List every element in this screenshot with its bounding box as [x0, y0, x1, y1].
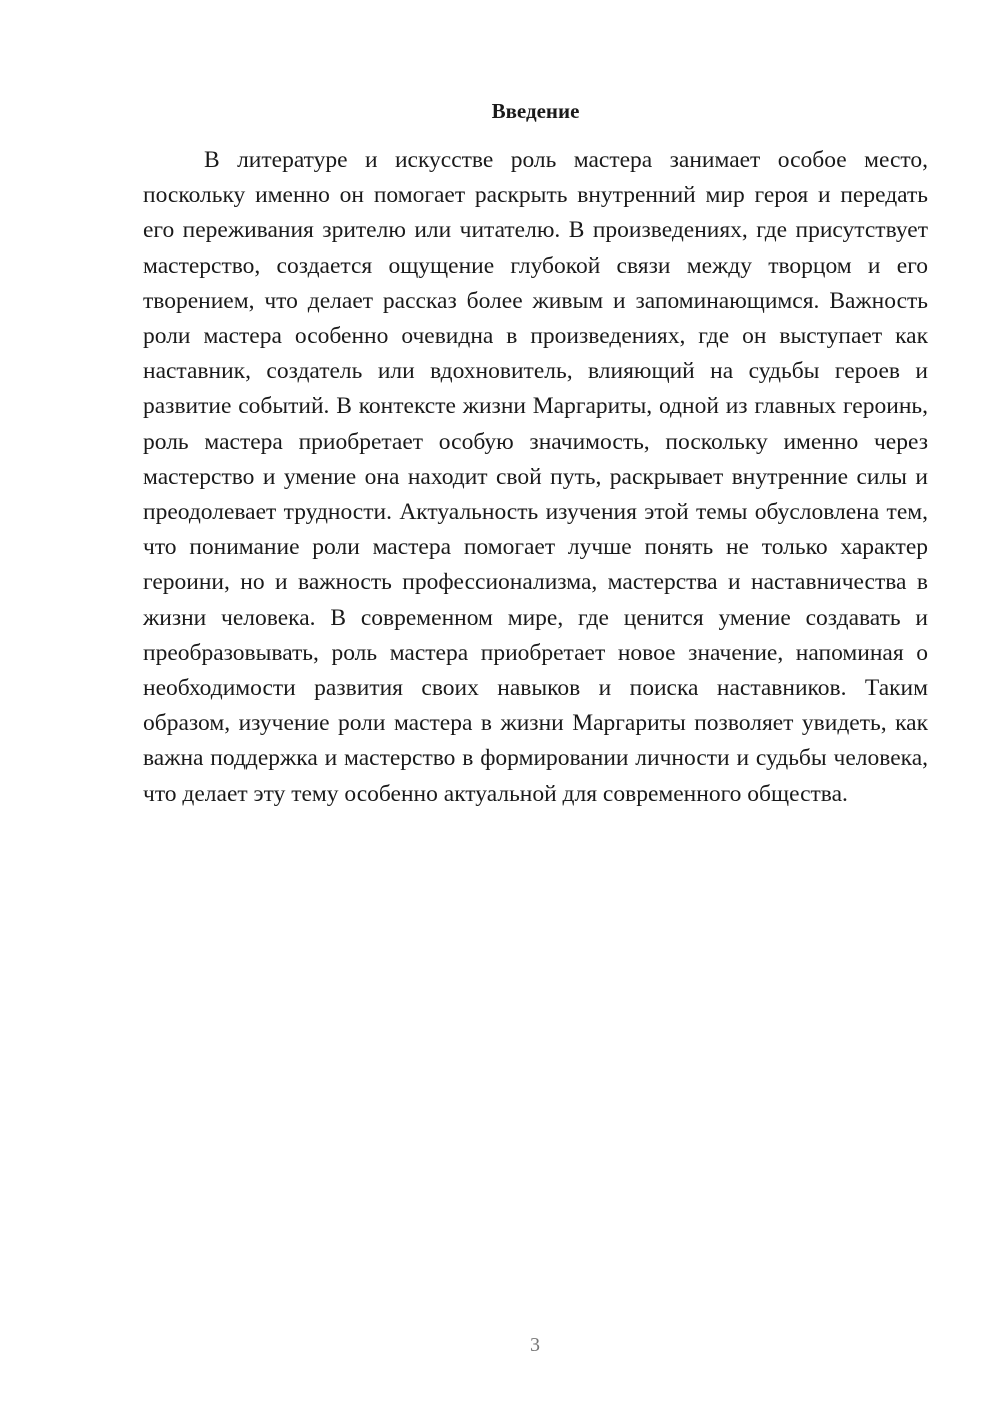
page-number: 3: [530, 1334, 540, 1356]
section-heading: Введение: [491, 99, 580, 123]
body-paragraph: В литературе и искусстве роль мастера занимает особое место, поскольку именно он помогает раскрыть внутренний мир героя и передать его переживания зрителю или читателю. В произведениях, где присутствует мастерство, создается ощущение глубокой связи между творцом и его творением, что делает рассказ более живым и запоминающимся. Важность роли мастера особенно очевидна в произведениях, где он выступает как наставник, создатель или вдохновитель, влияющий на судьбы героев и развитие событий. В контексте жизни Маргариты, одной из главных героинь, роль мастера приобретает особую значимость, поскольку именно через мастерство и умение она находит свой путь, раскрывает внутренние силы и преодолевает трудности. Актуальность изучения этой темы обусловлена тем, что понимание роли мастера помогает лучше понять не только характер героини, но и важность профессионализма, мастерства и наставничества в жизни человека. В современном мире, где ценится умение создавать и преобразовывать, роль мастера приобретает новое значение, напоминая о необходимости развития своих навыков и поиска наставников. Таким образом, изучение роли мастера в жизни Маргариты позволяет увидеть, как важна поддержка и мастерство в формировании личности и судьбы человека, что делает эту тему особенно актуальной для современного общества.: [143, 147, 928, 807]
